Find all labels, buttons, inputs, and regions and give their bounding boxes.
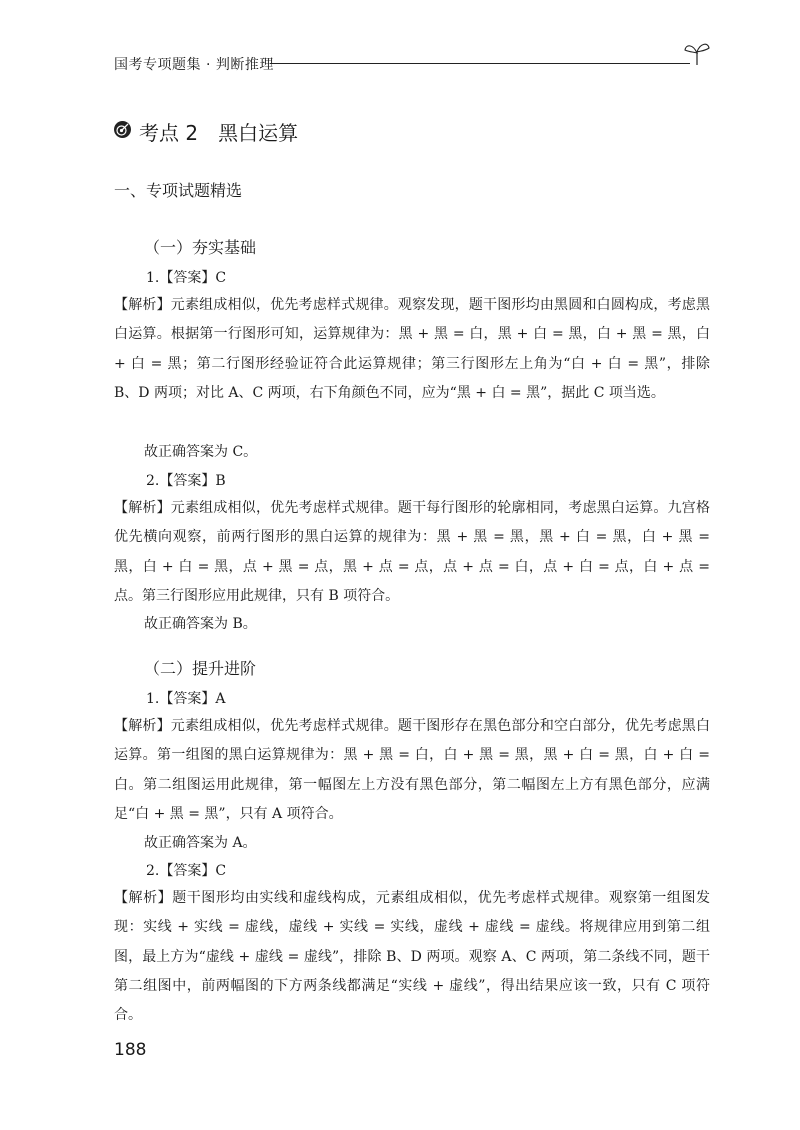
analysis-paragraph [114, 291, 710, 408]
answer-label: 【答案】 [159, 270, 216, 286]
analysis-text: 元素组成相似，优先考虑样式规律。题干每行图形的轮廓相同，考虑黑白运算。九宫格优先横向观察，前两行图形的黑白运算的规律为：黑 + 黑 = 黑，黑 + 白 = 黑，白 + 黑 = 黑，白 + 白 = 黑，点 + 黑 = 点，黑 + 点 = 点，点 + 点 = 白，点 + 白 = 点，白 + 点 = 点。第三行图形应用此规律，只有 B 项符合。 [114, 500, 710, 604]
analysis-text: 元素组成相似，优先考虑样式规律。观察发现，题干图形均由黑圆和白圆构成，考虑黑白运算。根据第一行图形可知，运算规律为：黑 + 黑 = 白，黑 + 白 = 黑，白 + 黑 = 黑，白 + 白 = 黑；第二行图形经验证符合此运算规律；第三行图形左上角为“白 + 白 = 黑”，排除 B、D 两项；对比 A、C 两项，右下角颜色不同，应为“黑 + 白 = 黑”，据此 C 项当选。 [114, 297, 710, 401]
question-number: 1. [146, 270, 160, 286]
question-number: 2. [146, 473, 160, 489]
answer-label: 【答案】 [159, 863, 216, 879]
section-title: 考点 2 黑白运算 [139, 121, 299, 145]
question-answer-line [146, 470, 226, 490]
analysis-label: 【解析】 [114, 718, 171, 734]
conclusion-text: 故正确答案为 B。 [144, 616, 257, 632]
answer-label: 【答案】 [159, 473, 216, 489]
answer-value: C [215, 270, 227, 286]
question-answer-line [146, 860, 226, 880]
page-number: 188 [114, 1040, 147, 1060]
header-rule [270, 63, 690, 64]
analysis-text: 题干图形均由实线和虚线构成，元素组成相似，优先考虑样式规律。观察第一组图发现：实线 + 实线 = 虚线，虚线 + 实线 = 实线，虚线 + 虚线 = 虚线。将规律应用到第二组图，最上方为“虚线 + 虚线 = 虚线”，排除 B、D 两项。观察 A、C 两项，第二条线不同，题干第二组图中，前两幅图的下方两条线都满足“实线 + 虚线”，得出结果应该一致，只有 C 项符合。 [114, 890, 711, 1024]
answer-label: 【答案】 [159, 691, 216, 707]
section-target-icon [114, 121, 131, 138]
question-number: 1. [146, 691, 160, 707]
group-title-basic: （一）夯实基础 [144, 238, 257, 257]
subsection-title: 一、专项试题精选 [114, 181, 243, 200]
analysis-label: 【解析】 [114, 890, 173, 906]
conclusion-text: 故正确答案为 C。 [144, 444, 258, 460]
question-number: 2. [146, 863, 160, 879]
analysis-paragraph [114, 712, 710, 829]
answer-value: C [215, 863, 227, 879]
question-answer-line [146, 688, 225, 708]
running-header: 国考专项题集 · 判断推理 [114, 57, 274, 73]
answer-value: B [215, 473, 226, 489]
analysis-paragraph [114, 884, 710, 1030]
question-answer-line [146, 267, 226, 287]
sprout-icon [683, 40, 711, 66]
analysis-label: 【解析】 [114, 297, 171, 313]
answer-value: A [215, 691, 226, 707]
conclusion-text: 故正确答案为 A。 [144, 835, 257, 851]
analysis-paragraph [114, 494, 710, 611]
group-title-advanced: （二）提升进阶 [144, 659, 257, 678]
analysis-label: 【解析】 [114, 500, 171, 516]
analysis-text: 元素组成相似，优先考虑样式规律。题干图形存在黑色部分和空白部分，优先考虑黑白运算。第一组图的黑白运算规律为：黑 + 黑 = 白，白 + 黑 = 黑，黑 + 白 = 黑，白 + 白 = 白。第二组图运用此规律，第一幅图左上方没有黑色部分，第二幅图左上方有黑色部分，应满足“白 + 黑 = 黑”，只有 A 项符合。 [114, 718, 710, 822]
